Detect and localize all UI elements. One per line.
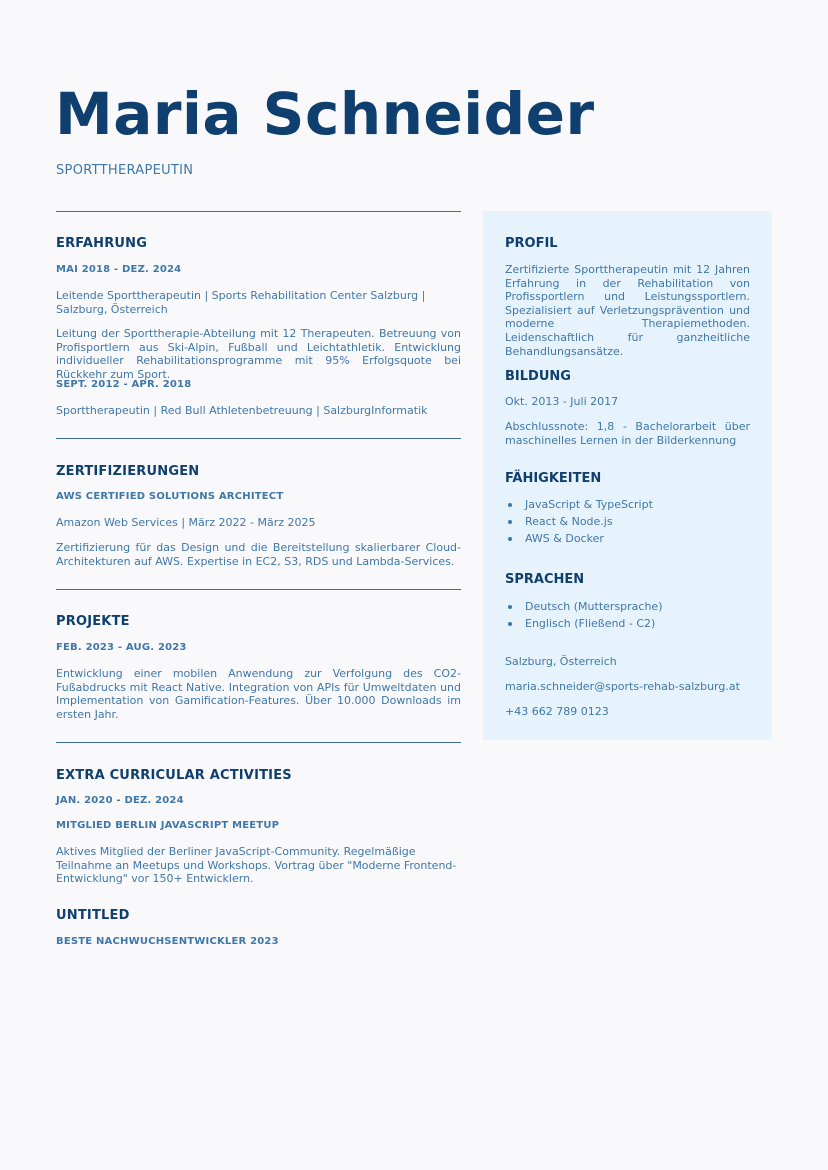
certification-description: Zertifizierung für das Design und die Bereitstellung skalierbarer Cloud-Architekturen auf AWS. Expertise in EC2, S3, RDS und Lambda-Services.	[56, 541, 461, 568]
divider	[56, 742, 461, 743]
bullet-icon	[508, 622, 512, 626]
divider	[56, 438, 461, 439]
skills-list	[505, 496, 653, 547]
projects-heading: PROJEKTE	[56, 614, 130, 629]
profile-heading: PROFIL	[505, 236, 558, 251]
divider	[56, 589, 461, 590]
certifications-heading: ZERTIFIZIERUNGEN	[56, 464, 200, 479]
contact-phone[interactable]: +43 662 789 0123	[505, 705, 609, 718]
experience-2-role: Sporttherapeutin | Red Bull Athletenbetreuung | SalzburgInformatik	[56, 404, 428, 417]
divider	[56, 211, 461, 212]
award-name: BESTE NACHWUCHSENTWICKLER 2023	[56, 936, 279, 947]
contact-email[interactable]: maria.schneider@sports-rehab-salzburg.at	[505, 680, 740, 693]
project-date: FEB. 2023 - AUG. 2023	[56, 642, 187, 653]
profile-text: Zertifizierte Sporttherapeutin mit 12 Jahren Erfahrung in der Rehabilitation von Profissportlern und Leistungssportlern. Spezialisiert auf Verletzungsprävention und moderne Therapiemethoden. Leidenschaftlich für ganzheitliche Behandlungsansätze.	[505, 263, 750, 358]
extracurricular-heading: EXTRA CURRICULAR ACTIVITIES	[56, 768, 292, 783]
education-text: Abschlussnote: 1,8 - Bachelorarbeit über maschinelles Lernen in der Bilderkennung	[505, 420, 750, 447]
language-label: Englisch (Fließend - C2)	[525, 617, 656, 630]
bullet-icon	[508, 605, 512, 609]
contact-location: Salzburg, Österreich	[505, 655, 617, 668]
skill-label: React & Node.js	[525, 515, 613, 528]
certification-issuer: Amazon Web Services | März 2022 - März 2025	[56, 516, 316, 529]
bullet-icon	[508, 520, 512, 524]
languages-heading: SPRACHEN	[505, 572, 585, 587]
project-description: Entwicklung einer mobilen Anwendung zur Verfolgung des CO2-Fußabdrucks mit React Native. Integration von APIs für Umweltdaten und Implementation von Gamification-Features. Über 10.000 Downloads im ersten Jahr.	[56, 667, 461, 721]
experience-heading: ERFAHRUNG	[56, 236, 148, 251]
extracurricular-description: Aktives Mitglied der Berliner JavaScript-Community. Regelmäßige Teilnahme an Meetups und Workshops. Vortrag über "Moderne Frontend-Entwicklung" vor 150+ Entwicklern.	[56, 845, 457, 886]
untitled-heading: UNTITLED	[56, 908, 130, 923]
certification-name: AWS CERTIFIED SOLUTIONS ARCHITECT	[56, 491, 284, 502]
extracurricular-date: JAN. 2020 - DEZ. 2024	[56, 795, 184, 806]
language-label: Deutsch (Muttersprache)	[525, 600, 663, 613]
languages-list	[505, 598, 663, 632]
list-item	[505, 530, 653, 547]
education-date: Okt. 2013 - Juli 2017	[505, 395, 619, 408]
skill-label: JavaScript & TypeScript	[525, 498, 653, 511]
list-item	[505, 598, 663, 615]
bullet-icon	[508, 503, 512, 507]
experience-2-date: SEPT. 2012 - APR. 2018	[56, 379, 192, 390]
list-item	[505, 513, 653, 530]
bullet-icon	[508, 537, 512, 541]
sidebar	[483, 211, 772, 740]
skills-heading: FÄHIGKEITEN	[505, 471, 602, 486]
experience-1-date: MAI 2018 - DEZ. 2024	[56, 264, 182, 275]
job-title: SPORTTHERAPEUTIN	[56, 163, 194, 178]
list-item	[505, 496, 653, 513]
experience-1-description: Leitung der Sporttherapie-Abteilung mit 12 Therapeuten. Betreuung von Profisportlern aus Ski-Alpin, Fußball und Leichtathletik. Entwicklung individueller Rehabilitationsprogramme mit 95% Erfolgsquote bei Rückkehr zum Sport.	[56, 327, 461, 381]
education-heading: BILDUNG	[505, 369, 571, 384]
list-item	[505, 615, 663, 632]
experience-1-role: Leitende Sporttherapeutin | Sports Rehabilitation Center Salzburg | Salzburg, Österreich	[56, 289, 426, 316]
skill-label: AWS & Docker	[525, 532, 604, 545]
candidate-name: Maria Schneider	[55, 80, 595, 148]
extracurricular-org: MITGLIED BERLIN JAVASCRIPT MEETUP	[56, 820, 280, 831]
